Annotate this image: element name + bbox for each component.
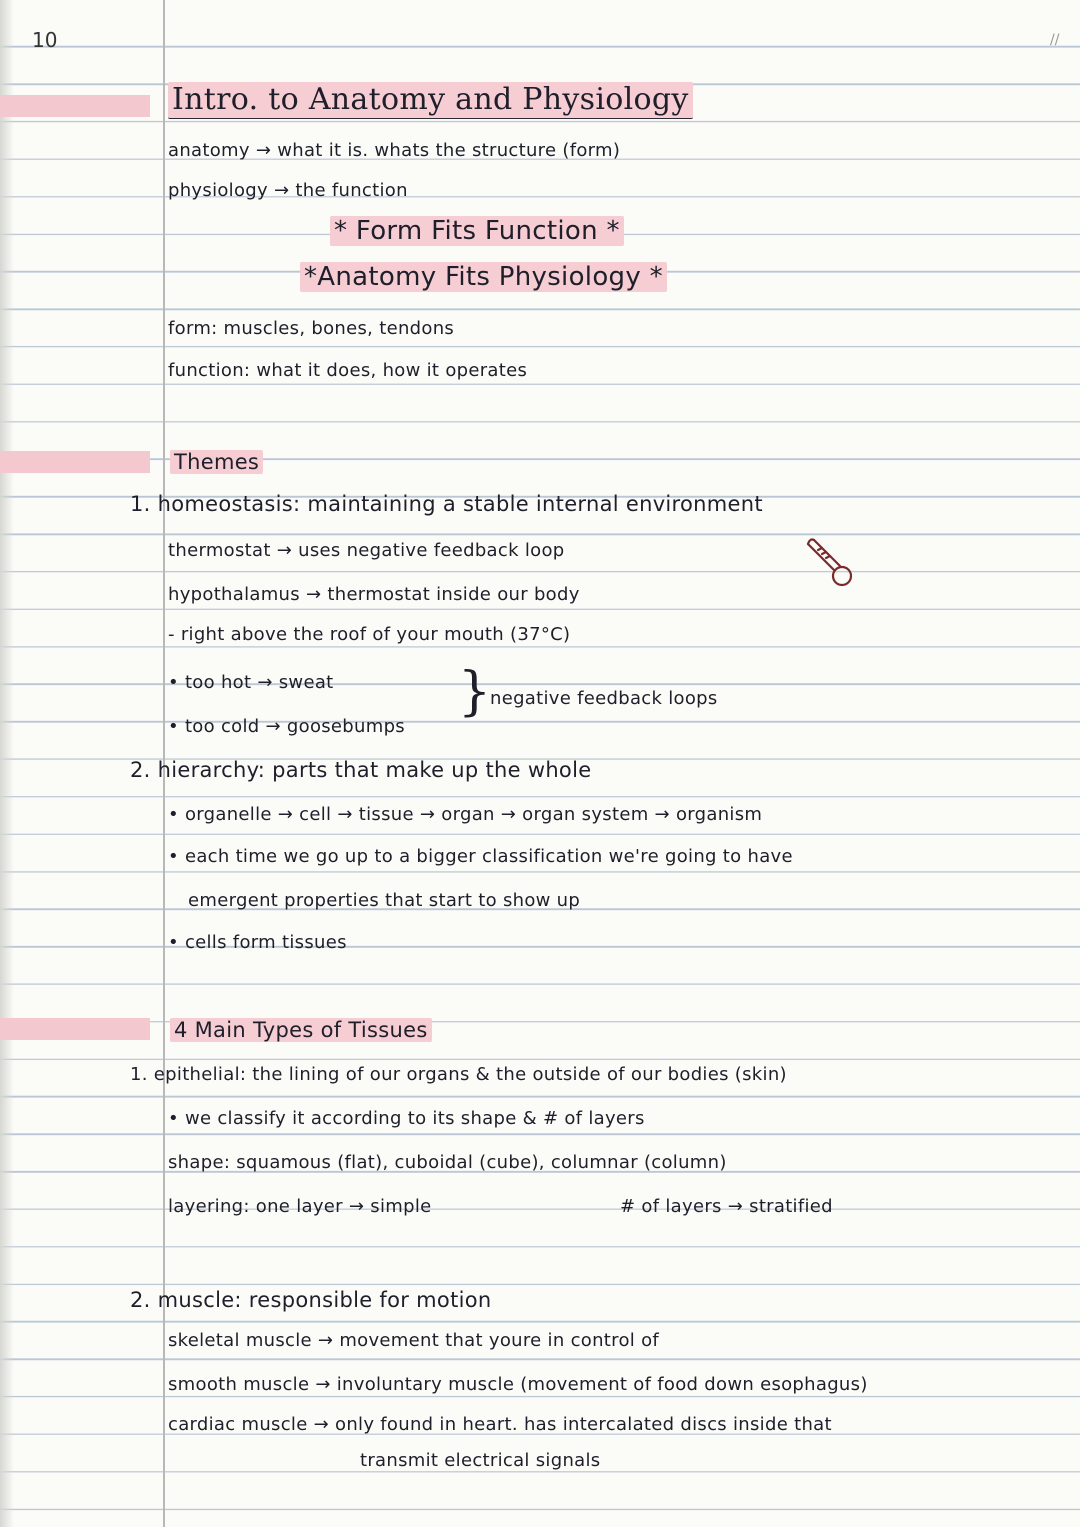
cardiac-muscle: cardiac muscle → only found in heart. has intercalated discs inside that <box>168 1414 832 1435</box>
pink-tab-themes <box>0 451 150 473</box>
epithelial-classify: • we classify it according to its shape & # of layers <box>168 1108 645 1129</box>
emergent-continued: emergent properties that start to show up <box>188 890 581 911</box>
epithelial-stratified: # of layers → stratified <box>620 1196 833 1217</box>
thermostat-line: thermostat → uses negative feedback loop <box>168 540 565 561</box>
epithelial-layering: layering: one layer → simple <box>168 1196 432 1217</box>
function-definition: function: what it does, how it operates <box>168 360 528 381</box>
pink-tab-title <box>0 95 150 117</box>
page-title: Intro. to Anatomy and Physiology <box>168 82 693 117</box>
skeletal-muscle: skeletal muscle → movement that youre in control of <box>168 1330 660 1351</box>
negative-feedback-label: negative feedback loops <box>490 688 718 709</box>
emergent-bullet: • each time we go up to a bigger classification we're going to have <box>168 846 793 867</box>
themes-heading: Themes <box>170 450 263 474</box>
pink-tab-tissues <box>0 1018 150 1040</box>
homeostasis-title: 1. homeostasis: maintaining a stable internal environment <box>130 492 763 516</box>
hierarchy-levels: • organelle → cell → tissue → organ → organ system → organism <box>168 804 763 825</box>
physiology-definition: physiology → the function <box>168 180 408 201</box>
page-number: 10 <box>32 28 58 52</box>
too-hot-bullet: • too hot → sweat <box>168 672 334 693</box>
form-definition: form: muscles, bones, tendons <box>168 318 455 339</box>
motto-anatomy-fits-physiology: *Anatomy Fits Physiology * <box>300 262 667 292</box>
epithelial-title: 1. epithelial: the lining of our organs & the outside of our bodies (skin) <box>130 1064 787 1085</box>
smooth-muscle: smooth muscle → involuntary muscle (movement of food down esophagus) <box>168 1374 868 1395</box>
page-edge-shadow <box>0 0 14 1527</box>
brace-icon: } <box>458 662 492 722</box>
anatomy-definition: anatomy → what it is. whats the structure (form) <box>168 140 621 161</box>
muscle-title: 2. muscle: responsible for motion <box>130 1288 492 1312</box>
hierarchy-title: 2. hierarchy: parts that make up the whole <box>130 758 592 782</box>
hypothalamus-location: - right above the roof of your mouth (37°C) <box>168 624 571 645</box>
cardiac-continued: transmit electrical signals <box>360 1450 601 1471</box>
thermometer-icon <box>800 536 856 592</box>
hypothalamus-line: hypothalamus → thermostat inside our body <box>168 584 580 605</box>
corner-mark: // <box>1050 32 1060 48</box>
tissues-heading: 4 Main Types of Tissues <box>170 1018 432 1042</box>
cells-form-tissues: • cells form tissues <box>168 932 347 953</box>
epithelial-shape: shape: squamous (flat), cuboidal (cube), columnar (column) <box>168 1152 727 1173</box>
motto-form-fits-function: * Form Fits Function * <box>330 216 624 246</box>
too-cold-bullet: • too cold → goosebumps <box>168 716 405 737</box>
